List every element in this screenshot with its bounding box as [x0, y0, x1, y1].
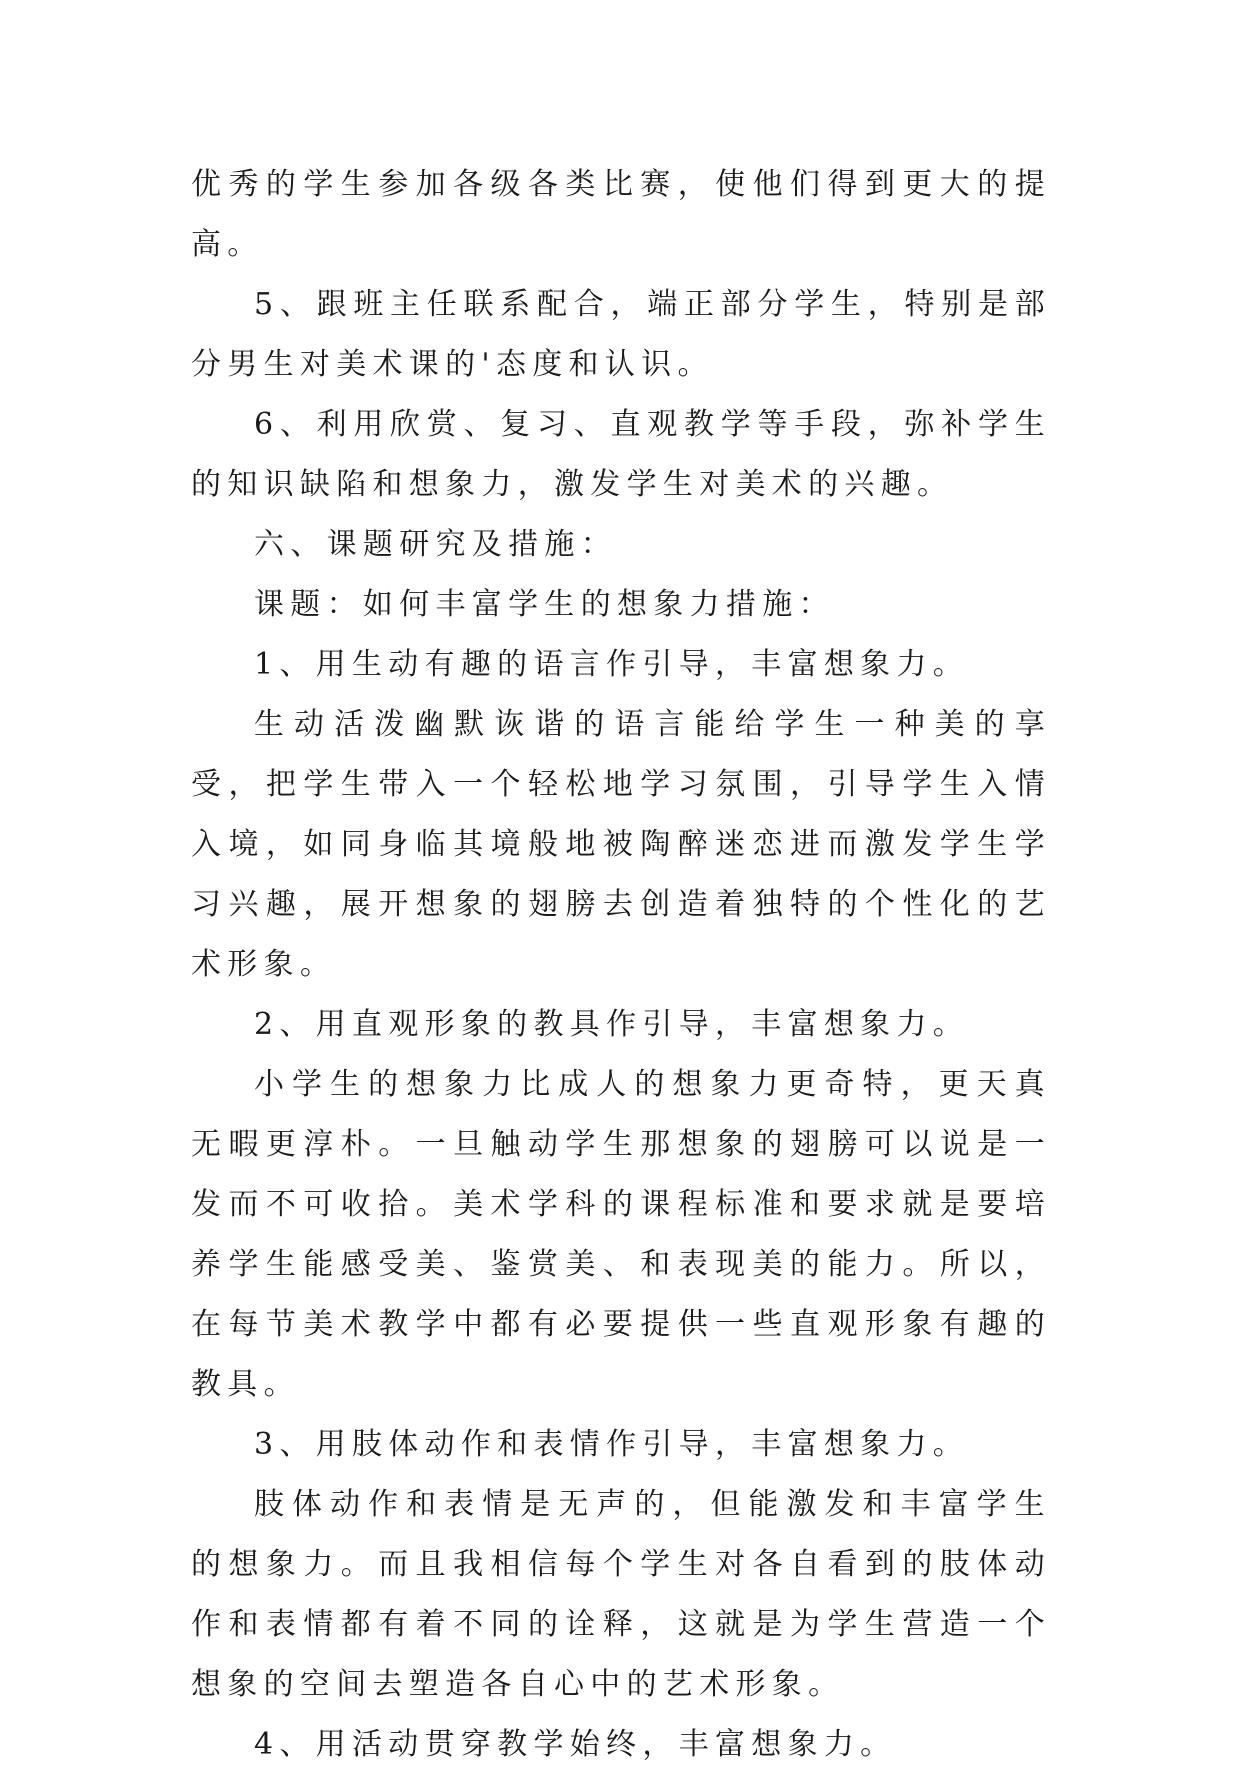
measure-3-body: 肢体动作和表情是无声的，但能激发和丰富学生的想象力。而且我相信每个学生对各自看到的肢体动作和表情都有着不同的诠释，这就是为学生营造一个想象的空间去塑造各自心中的艺术形象。 — [191, 1487, 1051, 1702]
measure-2-body: 小学生的想象力比成人的想象力更奇特，更天真无暇更淳朴。一旦触动学生那想象的翅膀可以说是一发而不可收拾。美术学科的课程标准和要求就是要培养学生能感受美、鉴赏美、和表现美的能力。所以，在每节美术教学中都有必要提供一些直观形象有趣的教具。 — [191, 1067, 1051, 1402]
topic-line: 课题：如何丰富学生的想象力措施： — [254, 587, 835, 622]
measure-2-heading: 2、用直观形象的教具作引导，丰富想象力。 — [254, 1007, 970, 1042]
paragraph-3: 6、利用欣赏、复习、直观教学等手段，弥补学生的知识缺陷和想象力，激发学生对美术的兴趣。 — [191, 407, 1051, 502]
measure-4-heading: 4、用活动贯穿教学始终，丰富想象力。 — [254, 1727, 897, 1762]
measure-3-heading: 3、用肢体动作和表情作引导，丰富想象力。 — [254, 1427, 970, 1462]
measure-1-body: 生动活泼幽默诙谐的语言能给学生一种美的享受，把学生带入一个轻松地学习氛围，引导学生入情入境，如同身临其境般地被陶醉迷恋进而激发学生学习兴趣，展开想象的翅膀去创造着独特的个性化的艺术形象。 — [191, 707, 1051, 982]
measure-1-heading: 1、用生动有趣的语言作引导，丰富想象力。 — [254, 647, 970, 682]
section-heading: 六、课题研究及措施： — [254, 527, 617, 562]
paragraph-2: 5、跟班主任联系配合，端正部分学生，特别是部分男生对美术课的'态度和认识。 — [191, 287, 1051, 382]
document-page — [191, 155, 1051, 1775]
paragraph-1: 优秀的学生参加各级各类比赛，使他们得到更大的提高。 — [191, 167, 1051, 262]
